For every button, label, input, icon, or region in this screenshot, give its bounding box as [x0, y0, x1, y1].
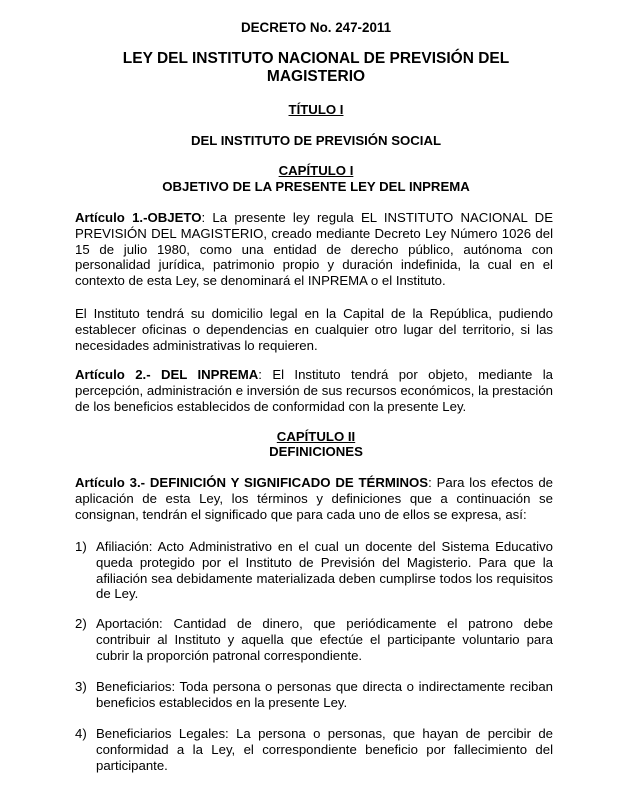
article-3-text: : Para los efectos de aplicación de esta Ley, los términos y definiciones que a continuación se consignan, tendrán el significado que para cada uno de ellos se expresa, así: [75, 475, 553, 522]
title-label: TÍTULO I [288, 102, 344, 117]
list-item-number: 4) [75, 726, 87, 741]
article-1-lead: Artículo 1.-OBJETO [75, 210, 202, 225]
institute-domicile-paragraph: El Instituto tendrá su domicilio legal en la Capital de la República, pudiendo establecer oficinas o dependencias en cualquier otro lugar del territorio, si las necesidades administrativas lo requieren. [75, 306, 553, 353]
list-item [75, 679, 553, 711]
chapter-2-subtitle: DEFINICIONES [269, 444, 363, 459]
list-item [75, 616, 553, 663]
article-1-paragraph [75, 210, 553, 289]
article-2-paragraph [75, 367, 553, 414]
list-item-text: Beneficiarios Legales: La persona o personas, que hayan de percibir de conformidad a la Ley, el correspondiente beneficio por fallecimiento del participante. [96, 726, 553, 773]
law-title: LEY DEL INSTITUTO NACIONAL DE PREVISIÓN DEL MAGISTERIO [122, 50, 510, 85]
chapter-1-subtitle: OBJETIVO DE LA PRESENTE LEY DEL INPREMA [162, 179, 470, 194]
chapter-2-label: CAPÍTULO II [276, 429, 356, 444]
list-item [75, 539, 553, 602]
list-item-text: Aportación: Cantidad de dinero, que periódicamente el patrono debe contribuir al Instituto y aquella que efectúe el participante voluntario para cubrir la proporción patronal correspondiente. [96, 616, 553, 663]
list-item-text: Beneficiarios: Toda persona o personas que directa o indirectamente reciban beneficios establecidos en la presente Ley. [96, 679, 553, 710]
article-2-text: : El Instituto tendrá por objeto, mediante la percepción, administración e inversión de sus recursos económicos, la prestación de los beneficios establecidos de conformidad con la presente Ley. [75, 367, 554, 414]
title-subtitle: DEL INSTITUTO DE PREVISIÓN SOCIAL [190, 133, 442, 148]
list-item-number: 1) [75, 539, 87, 554]
list-item-number: 3) [75, 679, 87, 694]
article-3-lead: Artículo 3.- DEFINICIÓN Y SIGNIFICADO DE TÉRMINOS [75, 475, 429, 490]
chapter-1-label: CAPÍTULO I [278, 163, 354, 178]
list-item-text: Afiliación: Acto Administrativo en el cual un docente del Sistema Educativo queda protegido por el Instituto de Previsión del Magisterio. Para que la afiliación sea debidamente materializada deben cumplirse todos los requisitos de Ley. [96, 539, 553, 602]
list-item-number: 2) [75, 616, 87, 631]
article-3-paragraph [75, 475, 553, 522]
article-2-lead: Artículo 2.- DEL INPREMA [75, 367, 259, 382]
list-item [75, 726, 553, 773]
decree-number: DECRETO No. 247-2011 [240, 20, 392, 35]
article-1-text: : La presente ley regula EL INSTITUTO NACIONAL DE PREVISIÓN DEL MAGISTERIO, creado mediante Decreto Ley Número 1026 del 15 de julio 1980, como una entidad de derecho público, autónoma con personalidad jurídica, patrimonio propio y duración indefinida, la cual en el contexto de esta Ley, se denominará el INPREMA o el Instituto. [75, 210, 553, 289]
